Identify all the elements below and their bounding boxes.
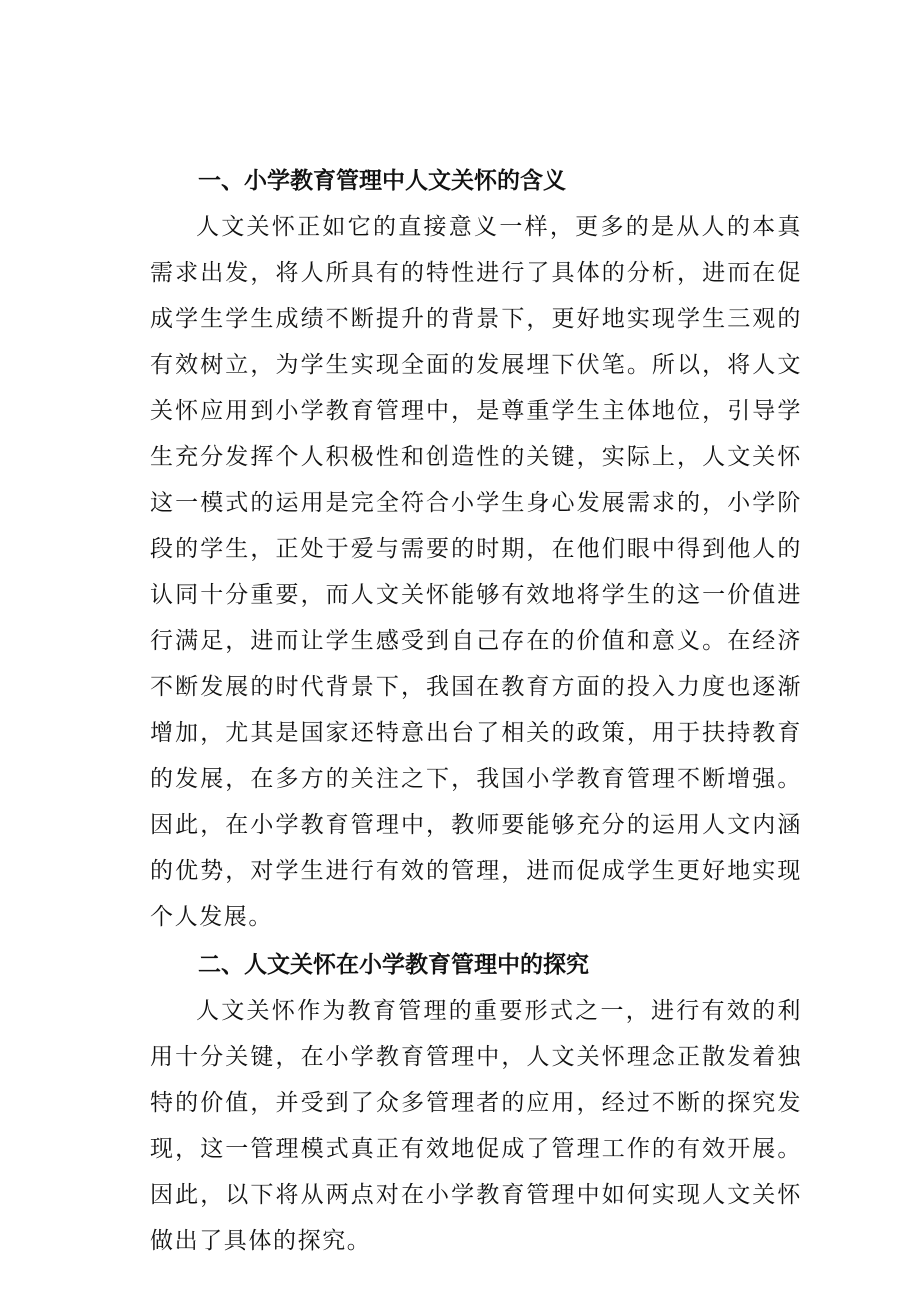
document-body xyxy=(150,158,802,1264)
section-heading-1: 一、小学教育管理中人文关怀的含义 xyxy=(198,168,566,194)
section-heading-2: 二、人文关怀在小学教育管理中的探究 xyxy=(198,952,589,978)
section-paragraph-2: 人文关怀作为教育管理的重要形式之一，进行有效的利用十分关键，在小学教育管理中，人文关怀理念正散发着独特的价值，并受到了众多管理者的应用，经过不断的探究发现，这一管理模式真正有效地促成了管理工作的有效开展。因此，以下将从两点对在小学教育管理中如何实现人文关怀做出了具体的探究。 xyxy=(150,998,802,1254)
section-paragraph-1: 人文关怀正如它的直接意义一样，更多的是从人的本真需求出发，将人所具有的特性进行了具体的分析，进而在促成学生学生成绩不断提升的背景下，更好地实现学生三观的有效树立，为学生实现全面的发展埋下伏笔。所以，将人文关怀应用到小学教育管理中，是尊重学生主体地位，引导学生充分发挥个人积极性和创造性的关键，实际上，人文关怀这一模式的运用是完全符合小学生身心发展需求的，小学阶段的学生，正处于爱与需要的时期，在他们眼中得到他人的认同十分重要，而人文关怀能够有效地将学生的这一价值进行满足，进而让学生感受到自己存在的价值和意义。在经济不断发展的时代背景下，我国在教育方面的投入力度也逐渐增加，尤其是国家还特意出台了相关的政策，用于扶持教育的发展，在多方的关注之下，我国小学教育管理不断增强。因此，在小学教育管理中，教师要能够充分的运用人文内涵的优势，对学生进行有效的管理，进而促成学生更好地实现个人发展。 xyxy=(150,214,802,930)
